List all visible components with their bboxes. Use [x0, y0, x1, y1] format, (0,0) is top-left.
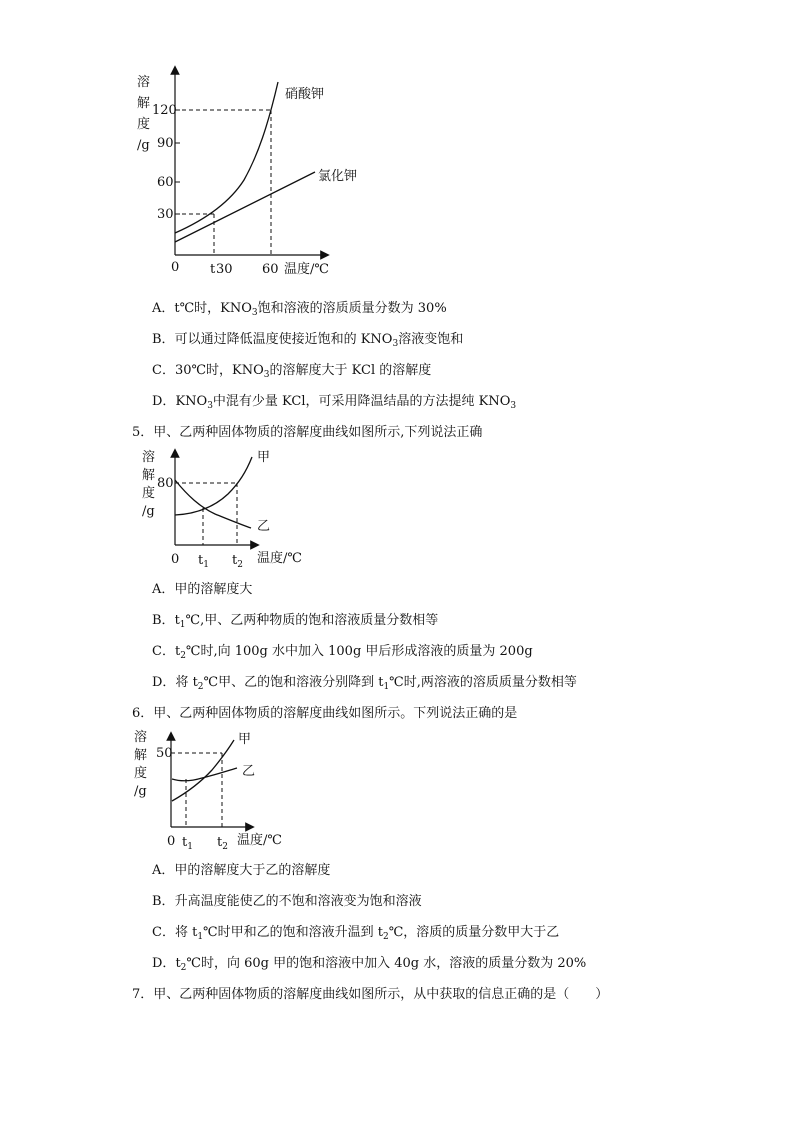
x-tick-label: 0: [171, 552, 180, 567]
q6-option-c[interactable]: C．将 $t_1℃$时甲和乙的饱和溶液升温到 $t_2℃$，溶质的质量分数甲大于乙: [152, 925, 560, 942]
y-label-char: 解: [134, 748, 148, 763]
q6-option-b[interactable]: B．升高温度能使乙的不饱和溶液变为饱和溶液: [152, 894, 422, 909]
q4-option-b[interactable]: B．可以通过降低温度使接近饱和的 $KNO_3$溶液变饱和: [152, 332, 464, 349]
curve-label-jia: 甲: [257, 450, 271, 465]
curve-label-kcl: 氯化钾: [318, 169, 358, 184]
y-label-char: 溶: [142, 450, 156, 465]
curve-label-yi: 乙: [257, 519, 271, 534]
q5-stem: 5．甲、乙两种固体物质的溶解度曲线如图所示,下列说法正确: [132, 425, 483, 440]
y-label-unit: /g: [142, 504, 155, 519]
x-tick-label: $t_1$: [198, 553, 209, 570]
q4-option-d[interactable]: D．$KNO_3$中混有少量 KCl，可采用降温结晶的方法提纯 $KNO_3$: [152, 394, 517, 411]
x-axis-label: 温度/℃: [284, 262, 329, 277]
x-tick-label: t: [210, 262, 216, 277]
y-label-char: 度: [142, 486, 156, 501]
x-tick-label: $t_2$: [232, 553, 243, 570]
y-tick-label: 120: [152, 103, 177, 118]
x-axis-label: 温度/℃: [237, 833, 282, 848]
x-axis-label: 温度/℃: [257, 551, 302, 566]
q4-option-a[interactable]: A．t℃时，$KNO_3$饱和溶液的溶质质量分数为 30%: [152, 301, 447, 318]
q6-option-d[interactable]: D．$t_2℃$时，向 60g 甲的饱和溶液中加入 40g 水，溶液的质量分数为 20%: [152, 956, 587, 973]
y-label-unit: /g: [137, 138, 150, 153]
y-tick-label: 30: [157, 207, 174, 222]
q7-stem: 7．甲、乙两种固体物质的溶解度曲线如图所示，从中获取的信息正确的是（ ）: [132, 987, 609, 1002]
q6-stem: 6．甲、乙两种固体物质的溶解度曲线如图所示。下列说法正确的是: [132, 706, 518, 721]
x-tick-label: 60: [262, 262, 279, 277]
y-label-char: 度: [134, 766, 148, 781]
curve-label-yi: 乙: [242, 764, 256, 779]
q5-option-b[interactable]: B．$t_1℃$,甲、乙两种物质的饱和溶液质量分数相等: [152, 613, 439, 630]
q5-option-d[interactable]: D．将 $t_2℃$甲、乙的饱和溶液分别降到 $t_1℃$时,两溶液的溶质质量分数相等: [152, 675, 577, 692]
y-tick-label: 90: [157, 136, 174, 151]
y-label-unit: /g: [134, 784, 147, 799]
y-label-char: 解: [142, 468, 156, 483]
x-tick-label: 30: [216, 262, 233, 277]
curve-label-kno3: 硝酸钾: [285, 87, 325, 102]
y-tick-label: 60: [157, 175, 174, 190]
y-tick-label: 50: [156, 746, 173, 761]
q5-option-a[interactable]: A．甲的溶解度大: [152, 582, 253, 597]
x-tick-label: 0: [171, 260, 180, 275]
y-label-char: 解: [137, 96, 151, 111]
y-tick-label: 80: [157, 476, 174, 491]
y-label-char: 度: [137, 117, 151, 132]
curve-yi: [172, 768, 237, 781]
y-label-char: 溶: [134, 730, 148, 745]
curve-label-jia: 甲: [238, 732, 252, 747]
y-label-char: 溶: [137, 75, 151, 90]
x-tick-label: 0: [167, 834, 176, 849]
q4-option-c[interactable]: C．30℃时，$KNO_3$的溶解度大于 KCl 的溶解度: [152, 363, 432, 380]
curve-jia: [172, 740, 234, 801]
q5-option-c[interactable]: C．$t_2℃$时,向 100g 水中加入 100g 甲后形成溶液的质量为 200g: [152, 644, 533, 661]
x-tick-label: $t_1$: [182, 835, 193, 852]
q6-option-a[interactable]: A．甲的溶解度大于乙的溶解度: [152, 863, 331, 878]
x-tick-label: $t_2$: [217, 835, 228, 852]
